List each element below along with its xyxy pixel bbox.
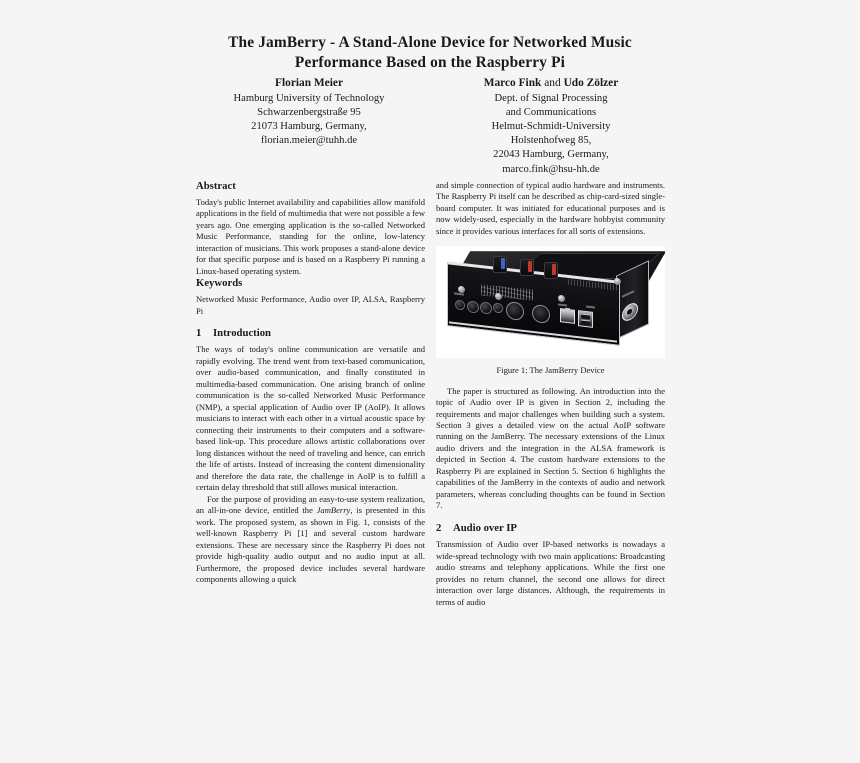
author-2-affiliation-line-5: 22043 Hamburg, Germany, — [493, 149, 609, 161]
section-1-paragraph-2-continuation: and simple connection of typical audio hardware and instruments. The Raspberry Pi itself can be described as chip-card-sized single-board computer. It was initiated for educational purposes and is now widely-used, especially in the hardware hobbyist community since it provides various interfaces for all sorts of extensions. — [436, 180, 665, 236]
abstract-heading: Abstract — [196, 180, 236, 192]
section-1-paragraph-1: The ways of today's online communication are versatile and rapidly evolving. The trend went from text-based communication, over audio-based communication, and finally constituted in multimedia-based communication. One arising branch of online communication is the so-called Networked Music Performance (NMP), a special application of Audio over IP (AoIP). It allows musicians to interact with each other in a virtual acoustic space by connecting their instruments to their computers and a software-based link-up. This procedure allows artistic collaborations over long distances without the need of traveling and hence, can enrich the life of artists. Instead of increasing the content dimensionality and therefore the data rate, the challenge in AoIP is to fulfill a certain delay threshold that still allows musical interaction. — [196, 344, 425, 493]
section-1-paragraph-3: The paper is structured as following. An introduction into the topic of Audio over IP is given in Section 2, including the requirements and major challenges when building such a system. Section 3 gives a detailed view on the actual AoIP software running on the JamBerry. The necessary extensions of the Linux audio drivers and the integration in the ALSA framework is depicted in Section 4. The custom hardware extensions to the Raspberry Pi are explained in Section 5. Section 6 highlights the capabilities of the JamBerry in the contexts of audio and network parameters, whereas concluding thoughts can be found in Section 7. — [436, 385, 665, 511]
ethernet-port — [560, 309, 575, 325]
author-column-2 — [438, 76, 664, 177]
paper-title-line-1: The JamBerry - A Stand-Alone Device for Networked Music — [228, 34, 632, 51]
knob-cap-blue — [501, 258, 505, 269]
knob-cap-red-2 — [552, 264, 556, 275]
knob-cap-red-1 — [528, 261, 532, 272]
paper-title-line-2: Performance Based on the Raspberry Pi — [294, 53, 566, 71]
section-2-paragraph-1: Transmission of Audio over IP-based networks is nowadays a wide-spread technology with two main applications: Broadcasting audio streams and telephony applications. While the first one provides no return channel, the second one allows for direct interaction over large distances. Although, the requirements in terms of audio — [436, 539, 665, 607]
column-left — [196, 180, 425, 586]
section-heading-2 — [436, 522, 665, 535]
keywords-text: Networked Music Performance, Audio over IP, ALSA, Raspberry Pi — [196, 294, 425, 316]
author-name-2-part-2: Udo Zölzer — [563, 77, 619, 89]
section-heading-1 — [196, 327, 425, 340]
author-1-affiliation-line-2: Schwarzenbergstraße 95 — [257, 107, 361, 119]
column-right — [436, 180, 665, 608]
jamberry-emphasis: JamBerry — [316, 505, 351, 516]
usb-dual-port — [578, 311, 593, 329]
author-1-affiliation-line-1: Hamburg University of Technology — [233, 93, 385, 105]
section-1-paragraph-2-post: , is presented in this work. The proposed system, as shown in Fig. 1, consists of the well-known Raspberry Pi [1] and several custom hardware extensions. These are necessary since the Raspberry Pi does not provide high-quality audio output and no audio input at all. Furthermore, the proposed device includes several hardware components allowing a quick — [196, 505, 425, 585]
title-block — [150, 33, 710, 72]
author-1-email: florian.meier@tuhh.de — [260, 135, 358, 147]
author-name-2 — [438, 76, 664, 91]
author-name-conjunction: and — [544, 77, 561, 89]
author-2-email: marco.fink@hsu-hh.de — [502, 163, 600, 175]
figure-1 — [436, 246, 665, 376]
rotary-knob-1 — [493, 256, 507, 273]
abstract-text: Today's public Internet availability and capabilities allow manifold applications in the field of multimedia that were not possible a few years ago. One emerging application is the so-called Networked Music Performance, standing for the online, low-latency interaction of musicians. This work proposes a stand-alone device for that specific purpose and is based on a Raspberry Pi running a Linux-based operating system. — [196, 196, 425, 276]
device-right-side-panel — [616, 261, 649, 340]
section-2-title: Audio over IP — [453, 521, 517, 534]
figure-1-caption: Figure 1: The JamBerry Device — [496, 365, 605, 376]
jamberry-device-photo — [436, 246, 665, 358]
author-2-affiliation-line-2: and Communications — [505, 107, 597, 119]
section-2-number: 2 — [436, 521, 442, 534]
section-1-paragraph-2-pre: For the purpose of providing an easy-to-use system realization, an all-in-one device, entitled the — [196, 493, 425, 516]
author-column-1 — [196, 76, 422, 177]
section-1-title: Introduction — [213, 327, 272, 340]
keywords-heading: Keywords — [196, 277, 243, 290]
author-2-affiliation-line-4: Holstenhofweg 85, — [510, 135, 592, 147]
author-1-affiliation-line-3: 21073 Hamburg, Germany, — [251, 121, 367, 133]
author-2-affiliation-line-3: Helmut-Schmidt-University — [491, 121, 611, 133]
rotary-knob-2 — [520, 259, 534, 276]
rotary-knob-3 — [544, 262, 558, 279]
author-block — [196, 76, 664, 177]
section-1-number: 1 — [196, 327, 202, 340]
author-2-affiliation-line-1: Dept. of Signal Processing — [494, 93, 608, 105]
page-title — [150, 33, 710, 72]
section-1-paragraph-2 — [196, 494, 425, 586]
author-name-1: Florian Meier — [275, 77, 343, 89]
author-name-2-part-1: Marco Fink — [483, 77, 542, 89]
figure-1-image-frame — [436, 246, 665, 358]
